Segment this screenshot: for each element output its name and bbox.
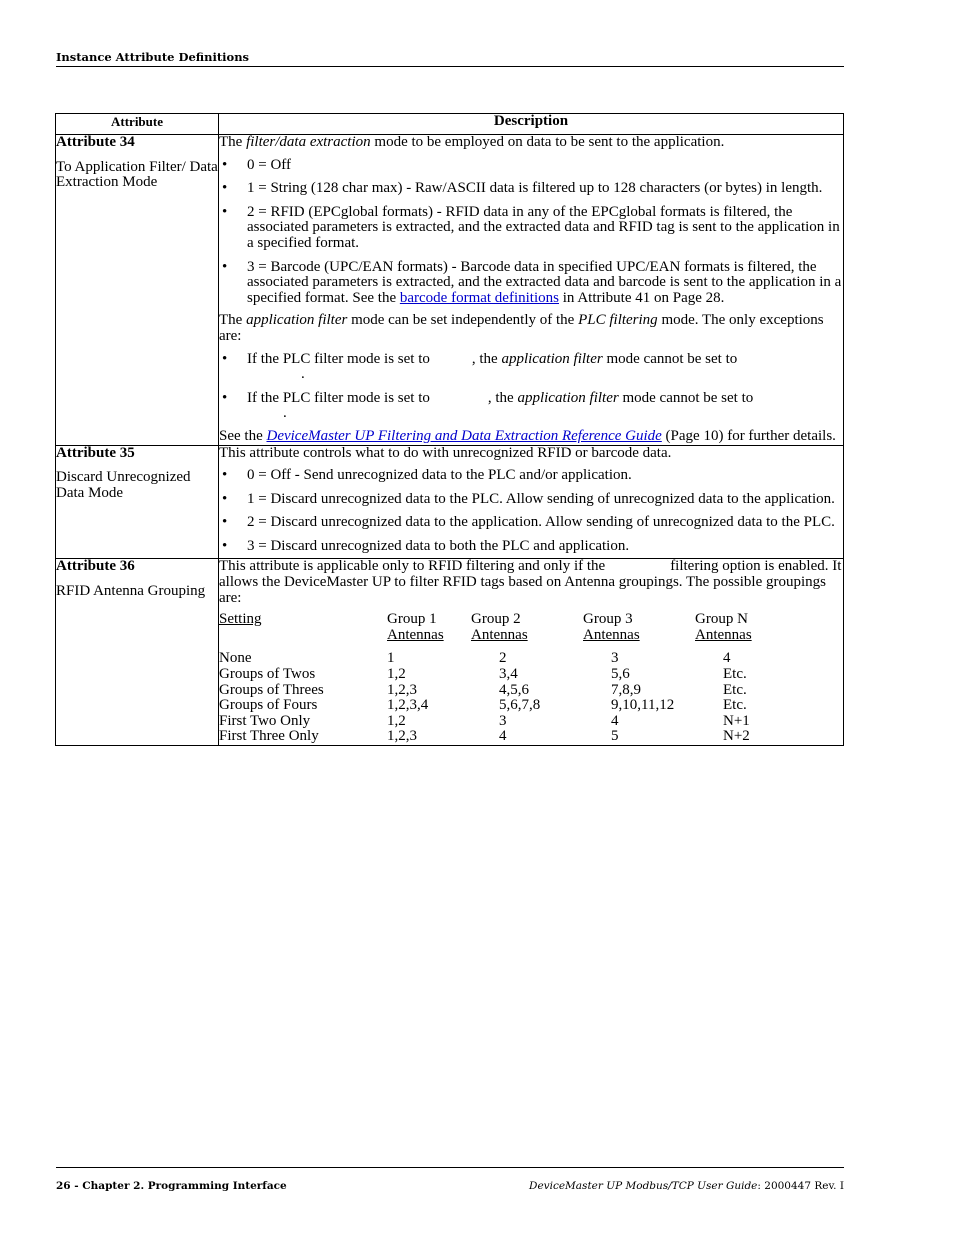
- grouping-cell: 1,2: [387, 666, 406, 683]
- grouping-cell: 9,10,11,12: [611, 697, 675, 714]
- footer-page-label: 26 - Chapter 2. Programming Interface: [56, 1180, 287, 1192]
- grouping-cell: 1,2: [387, 712, 406, 729]
- running-header: Instance Attribute Definitions: [56, 50, 844, 67]
- description-paragraph: The application filter mode can be set independently of the PLC filtering mode. The only exceptions are:: [219, 312, 824, 344]
- grouping-cell: 2: [499, 650, 507, 667]
- footer-document-title: DeviceMaster UP Modbus/TCP User Guide: 2000447 Rev. I: [529, 1180, 844, 1192]
- grouping-cell: Groups of Threes: [219, 681, 324, 698]
- grouping-row: [219, 698, 752, 714]
- grouping-cell: N+1: [723, 712, 750, 729]
- grouping-row: [219, 714, 752, 730]
- attribute-subtitle: Discard Unrecognized Data Mode: [56, 469, 191, 501]
- attribute-name: Attribute 34: [56, 134, 135, 150]
- footer-divider: [56, 1167, 844, 1168]
- attribute-subtitle: RFID Antenna Grouping: [56, 583, 206, 600]
- list-item: • If the PLC filter mode is set to , the application filter mode cannot be set to .: [219, 391, 843, 422]
- mode-list: [219, 468, 843, 554]
- description-cell: [219, 445, 844, 559]
- grouping-row: [219, 683, 752, 699]
- attribute-table: [55, 113, 844, 746]
- grouping-header-sub: Antennas: [471, 626, 528, 643]
- exceptions-list: [219, 352, 843, 422]
- see-also-paragraph: See the DeviceMaster UP Filtering and Data Extraction Reference Guide (Page 10) for further details.: [219, 427, 836, 444]
- grouping-cell: First Three Only: [219, 728, 319, 745]
- grouping-cell: 3,4: [499, 666, 518, 683]
- grouping-header-sub: Antennas: [387, 626, 444, 643]
- description-intro: The filter/data extraction mode to be employed on data to be sent to the application.: [219, 134, 725, 150]
- grouping-cell: Etc.: [723, 666, 747, 683]
- list-item: • 1 = String (128 char max) - Raw/ASCII data is filtered up to 128 characters (or bytes) in length.: [219, 181, 843, 197]
- grouping-header: Group N: [695, 611, 748, 628]
- list-item: • 2 = RFID (EPCglobal formats) - RFID data in any of the EPCglobal formats is filtered, the associated parameters is extracted, and the extracted data and RFID tag is sent to the application in a specified format.: [219, 205, 843, 252]
- grouping-cell: First Two Only: [219, 712, 311, 729]
- table-row: [56, 135, 844, 446]
- grouping-cell: 5: [611, 728, 619, 745]
- grouping-cell: None: [219, 650, 252, 667]
- grouping-cell: 3: [499, 712, 507, 729]
- mode-list: [219, 158, 843, 307]
- attribute-cell: [56, 559, 219, 746]
- barcode-format-link[interactable]: barcode format definitions: [399, 289, 559, 306]
- grouping-row: [219, 651, 752, 667]
- attribute-name: Attribute 35: [56, 444, 135, 461]
- grouping-cell: 7,8,9: [611, 681, 641, 698]
- attribute-name: Attribute 36: [56, 558, 135, 575]
- attribute-cell: [56, 135, 219, 446]
- grouping-header-row: [219, 612, 752, 643]
- grouping-cell: 4: [611, 712, 619, 729]
- grouping-row: [219, 729, 752, 745]
- grouping-header: Group 3: [583, 611, 633, 628]
- grouping-cell: Groups of Fours: [219, 697, 318, 714]
- grouping-header: Setting: [219, 611, 262, 628]
- grouping-cell: 1,2,3: [387, 728, 417, 745]
- list-item: • 0 = Off: [219, 158, 843, 174]
- grouping-header-sub: Antennas: [583, 626, 640, 643]
- grouping-cell: Groups of Twos: [219, 666, 316, 683]
- list-item: • 0 = Off - Send unrecognized data to the PLC and/or application.: [219, 468, 843, 484]
- grouping-cell: Etc.: [723, 697, 747, 714]
- grouping-table: [219, 612, 752, 745]
- description-cell: [219, 559, 844, 746]
- list-item: • 3 = Barcode (UPC/EAN formats) - Barcode data in specified UPC/EAN formats is filtered, the associated parameters is extracted, and the extracted data and barcode is sent to the application in a specified format. See the barcode format definitions in Attribute 41 on Page 28.: [219, 260, 843, 307]
- table-header-row: [56, 114, 844, 135]
- attribute-cell: [56, 445, 219, 559]
- description-cell: [219, 135, 844, 446]
- description-intro: This attribute controls what to do with unrecognized RFID or barcode data.: [219, 444, 672, 461]
- reference-guide-link[interactable]: DeviceMaster UP Filtering and Data Extraction Reference Guide: [266, 427, 662, 444]
- grouping-cell: 5,6,7,8: [499, 697, 541, 714]
- list-item: • 2 = Discard unrecognized data to the application. Allow sending of unrecognized data to the PLC.: [219, 515, 843, 531]
- grouping-header-sub: Antennas: [695, 626, 752, 643]
- table-row: [56, 559, 844, 746]
- grouping-cell: 3: [611, 650, 619, 667]
- grouping-row: [219, 667, 752, 683]
- column-header-description: Description: [219, 114, 844, 135]
- grouping-cell: 1,2,3,4: [387, 697, 429, 714]
- grouping-cell: Etc.: [723, 681, 747, 698]
- grouping-cell: 1,2,3: [387, 681, 417, 698]
- column-header-attribute: Attribute: [56, 114, 219, 135]
- list-item: • 1 = Discard unrecognized data to the PLC. Allow sending of unrecognized data to the application.: [219, 492, 843, 508]
- grouping-cell: 1: [387, 650, 395, 667]
- table-row: [56, 445, 844, 559]
- grouping-cell: 4: [499, 728, 507, 745]
- grouping-header: Group 1: [387, 611, 437, 628]
- attribute-subtitle: To Application Filter/ Data Extraction Mode: [56, 158, 218, 191]
- list-item: • 3 = Discard unrecognized data to both the PLC and application.: [219, 539, 843, 555]
- grouping-header: Group 2: [471, 611, 521, 628]
- grouping-cell: 4: [723, 650, 731, 667]
- grouping-cell: 4,5,6: [499, 681, 529, 698]
- list-item: • If the PLC filter mode is set to , the application filter mode cannot be set to .: [219, 352, 843, 383]
- grouping-cell: N+2: [723, 728, 750, 745]
- description-intro: This attribute is applicable only to RFID filtering and only if the filtering option is enabled. It allows the DeviceMaster UP to filter RFID tags based on Antenna groupings. The possible groupings are:: [219, 558, 842, 606]
- grouping-cell: 5,6: [611, 666, 630, 683]
